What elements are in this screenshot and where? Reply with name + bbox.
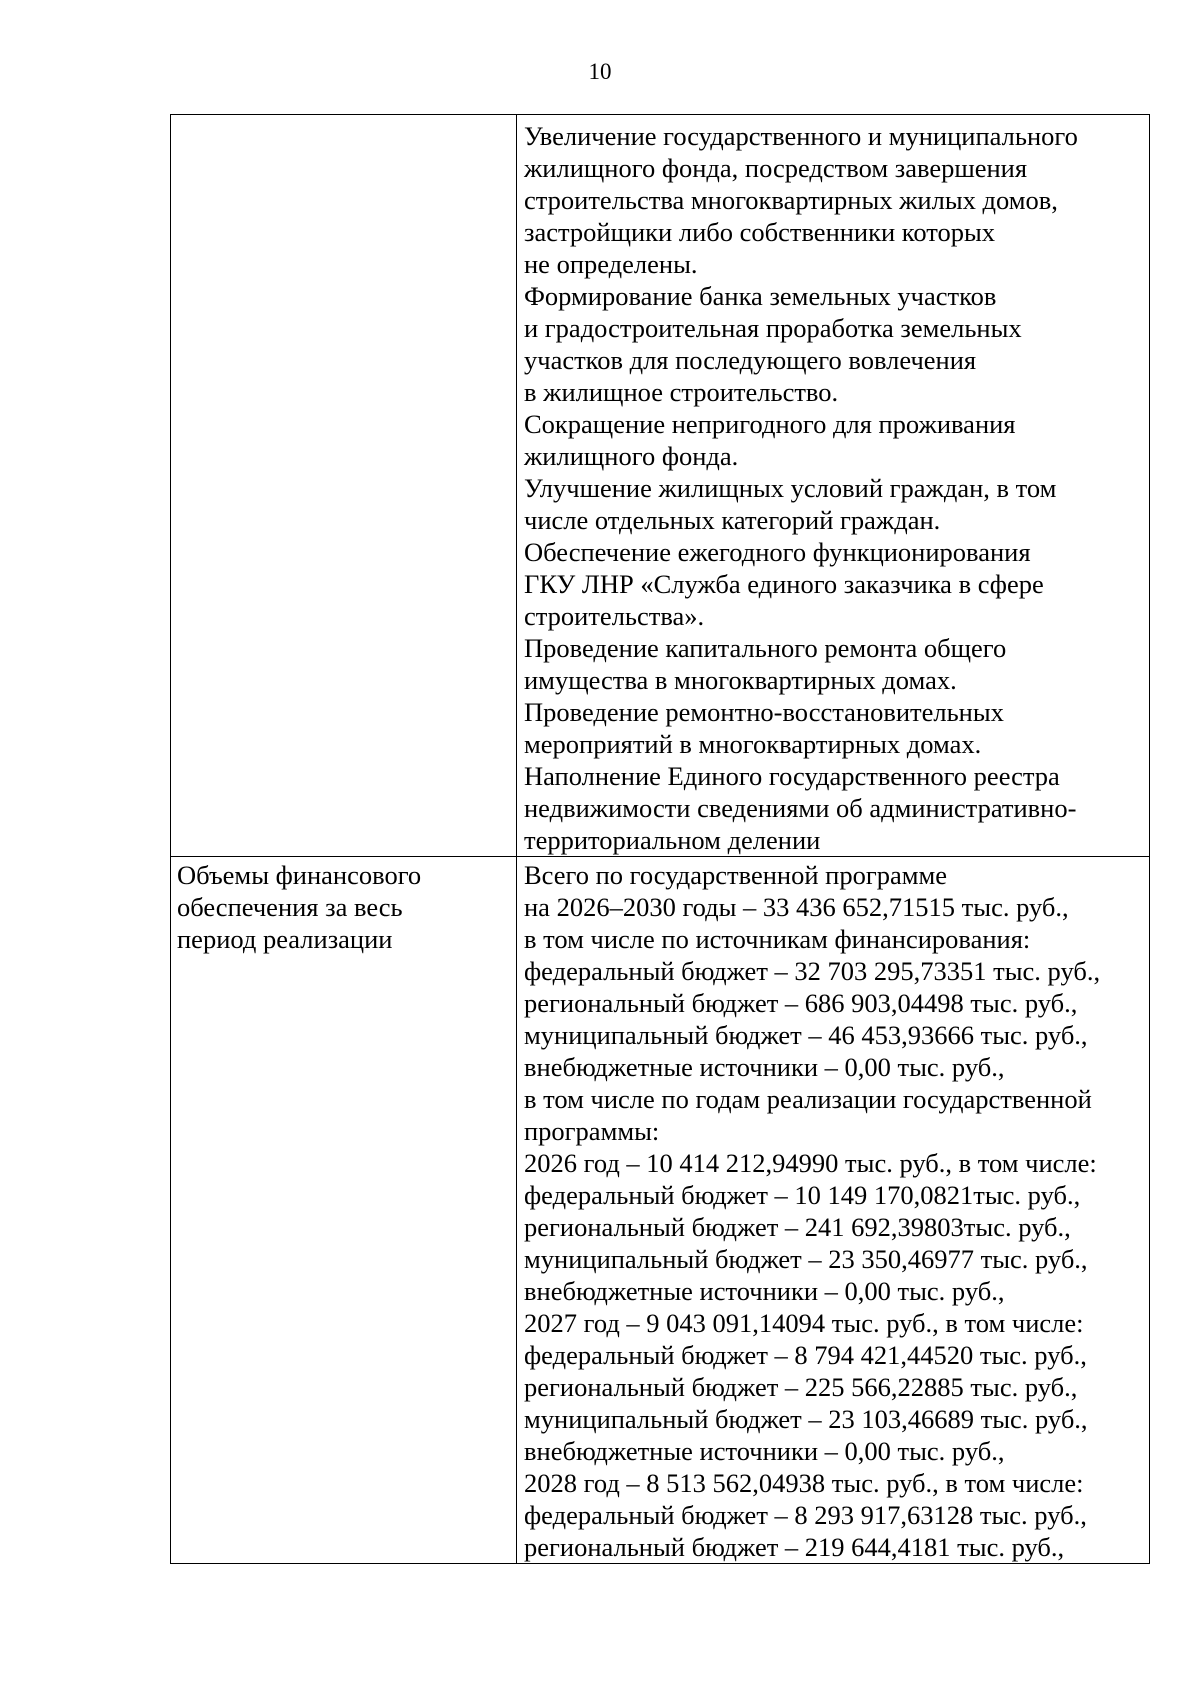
content-line: региональный бюджет – 241 692,39803тыс. руб., <box>524 1212 1071 1242</box>
label-line: Объемы финансового <box>177 860 422 890</box>
content-line: внебюджетные источники – 0,00 тыс. руб., <box>524 1052 1005 1082</box>
content-line: программы: <box>524 1116 660 1146</box>
row-label-cell <box>171 115 517 857</box>
row-label <box>171 857 516 955</box>
content-line: Всего по государственной программе <box>524 860 948 890</box>
content-line: и градостроительная проработка земельных <box>524 313 1022 343</box>
content-line: Формирование банка земельных участков <box>524 281 997 311</box>
content-line: в том числе по годам реализации государственной <box>524 1084 1092 1114</box>
table-row-financing <box>171 857 1150 1564</box>
content-line: в том числе по источникам финансирования: <box>524 924 1031 954</box>
row-label-cell <box>171 857 517 1564</box>
content-line: жилищного фонда. <box>524 441 739 471</box>
content-line: внебюджетные источники – 0,00 тыс. руб., <box>524 1436 1005 1466</box>
content-line: муниципальный бюджет – 23 103,46689 тыс. руб., <box>524 1404 1088 1434</box>
content-line: территориальном делении <box>524 825 821 855</box>
label-line: период реализации <box>177 924 393 954</box>
content-line: региональный бюджет – 225 566,22885 тыс. руб., <box>524 1372 1078 1402</box>
content-line: федеральный бюджет – 32 703 295,73351 тыс. руб., <box>524 956 1101 986</box>
table-row-goals <box>171 115 1150 857</box>
content-line: застройщики либо собственники которых <box>524 217 996 247</box>
content-line: Увеличение государственного и муниципального <box>524 121 1078 151</box>
page-number: 10 <box>588 59 612 84</box>
content-line: муниципальный бюджет – 46 453,93666 тыс. руб., <box>524 1020 1088 1050</box>
program-passport-table <box>170 114 1150 1564</box>
content-line: региональный бюджет – 686 903,04498 тыс. руб., <box>524 988 1078 1018</box>
content-line: на 2026–2030 годы – 33 436 652,71515 тыс. руб., <box>524 892 1069 922</box>
content-line: в жилищное строительство. <box>524 377 839 407</box>
label-line: обеспечения за весь <box>177 892 403 922</box>
content-line: участков для последующего вовлечения <box>524 345 977 375</box>
content-line: строительства». <box>524 601 705 631</box>
row-content-cell <box>517 857 1150 1564</box>
content-line: Наполнение Единого государственного реестра <box>524 761 1060 791</box>
content-line: федеральный бюджет – 8 794 421,44520 тыс. руб., <box>524 1340 1087 1370</box>
content-line: недвижимости сведениями об административно- <box>524 793 1077 823</box>
content-line: ГКУ ЛНР «Служба единого заказчика в сфере <box>524 569 1044 599</box>
content-line: жилищного фонда, посредством завершения <box>524 153 1028 183</box>
row-content-cell <box>517 115 1150 857</box>
content-line: 2027 год – 9 043 091,14094 тыс. руб., в том числе: <box>524 1308 1084 1338</box>
row-content <box>517 115 1149 856</box>
content-line: региональный бюджет – 219 644,4181 тыс. руб., <box>524 1532 1065 1562</box>
content-line: 2028 год – 8 513 562,04938 тыс. руб., в том числе: <box>524 1468 1084 1498</box>
content-line: 2026 год – 10 414 212,94990 тыс. руб., в том числе: <box>524 1148 1097 1178</box>
content-line: числе отдельных категорий граждан. <box>524 505 941 535</box>
row-content <box>517 857 1149 1563</box>
content-line: внебюджетные источники – 0,00 тыс. руб., <box>524 1276 1005 1306</box>
content-line: Обеспечение ежегодного функционирования <box>524 537 1031 567</box>
row-label <box>171 115 516 117</box>
content-line: Сокращение непригодного для проживания <box>524 409 1016 439</box>
content-line: федеральный бюджет – 10 149 170,0821тыс. руб., <box>524 1180 1081 1210</box>
content-line: федеральный бюджет – 8 293 917,63128 тыс. руб., <box>524 1500 1087 1530</box>
content-line: строительства многоквартирных жилых домов, <box>524 185 1058 215</box>
content-line: Улучшение жилищных условий граждан, в том <box>524 473 1057 503</box>
content-line: Проведение капитального ремонта общего <box>524 633 1007 663</box>
content-line: муниципальный бюджет – 23 350,46977 тыс. руб., <box>524 1244 1088 1274</box>
content-line: не определены. <box>524 249 698 279</box>
content-line: имущества в многоквартирных домах. <box>524 665 957 695</box>
content-line: Проведение ремонтно-восстановительных <box>524 697 1004 727</box>
content-line: мероприятий в многоквартирных домах. <box>524 729 982 759</box>
